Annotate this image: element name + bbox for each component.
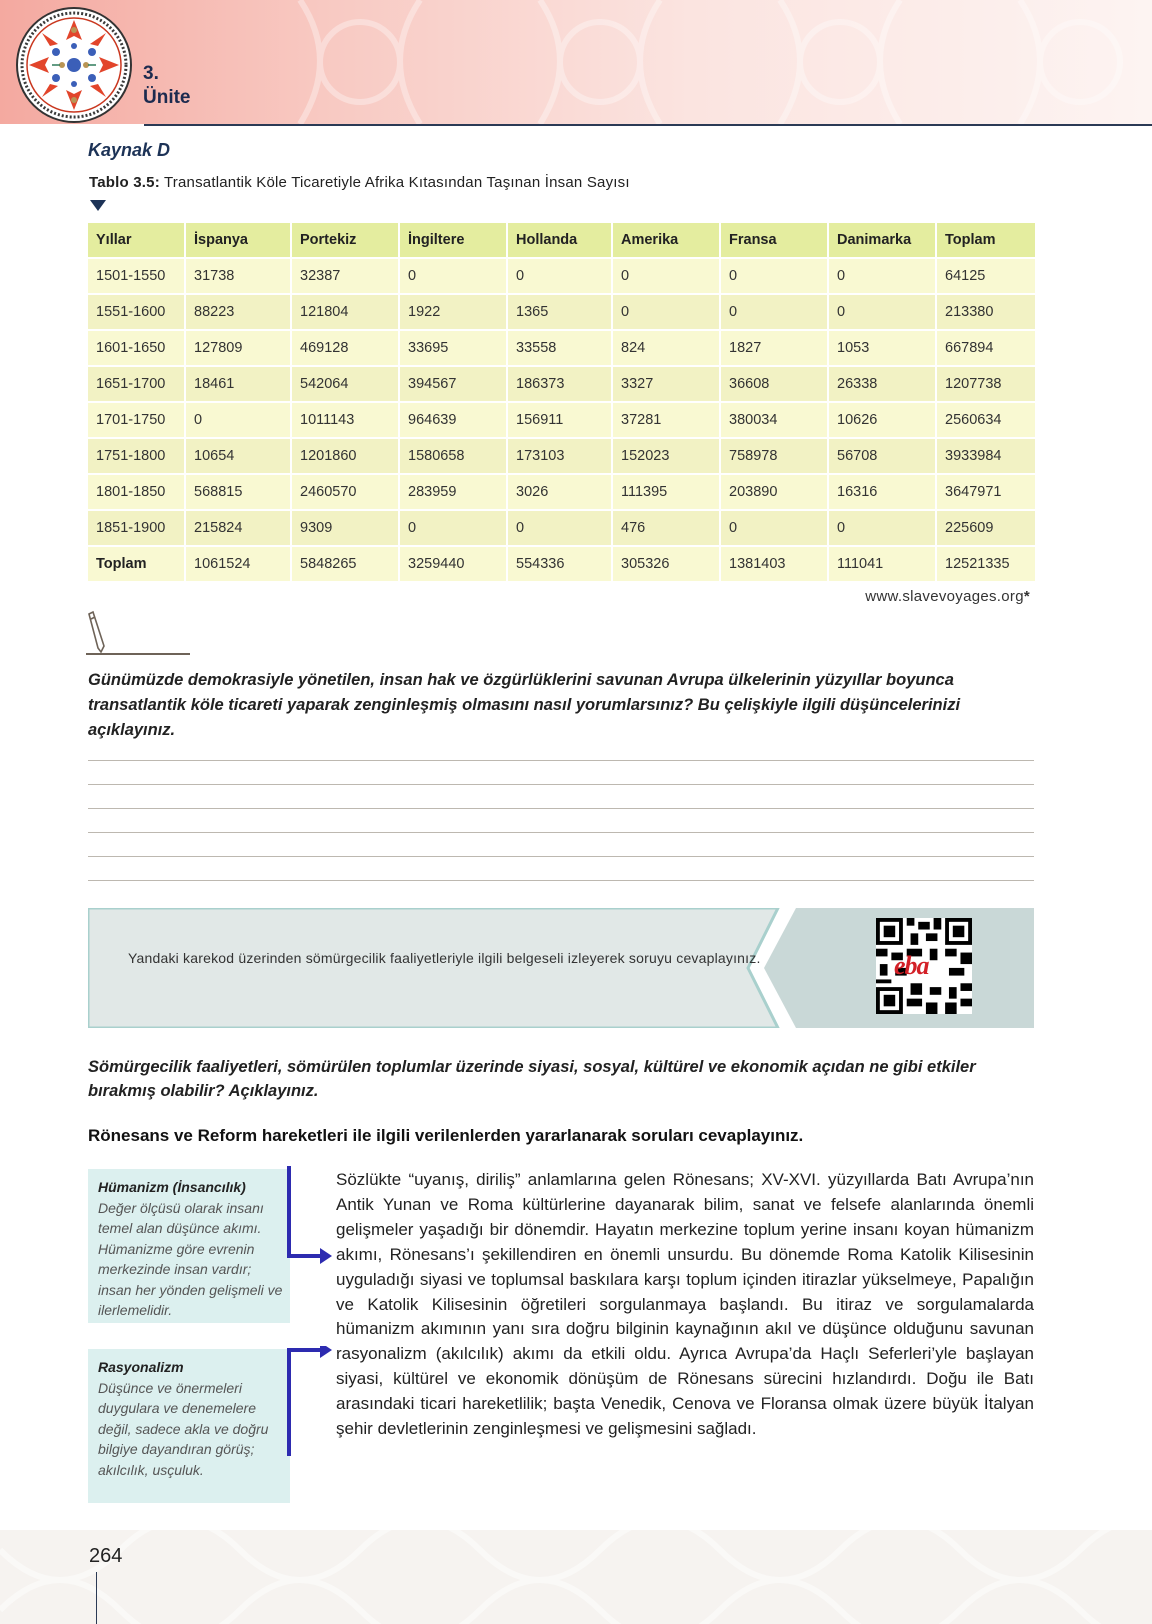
- table-cell: 0: [720, 258, 828, 294]
- table-cell: 12521335: [936, 546, 1035, 581]
- table-total-row: [88, 546, 1035, 581]
- row-period: 1851-1900: [88, 510, 185, 546]
- table-row: [88, 258, 1035, 294]
- table-cell: 0: [828, 258, 936, 294]
- source-title: Kaynak D: [88, 140, 171, 160]
- table-row: [88, 402, 1035, 438]
- table-cell: 542064: [291, 366, 399, 402]
- row-period: 1801-1850: [88, 474, 185, 510]
- column-header: Portekiz: [291, 222, 399, 258]
- table-cell: 152023: [612, 438, 720, 474]
- answer-line[interactable]: [88, 808, 1034, 809]
- table-cell: 1201860: [291, 438, 399, 474]
- answer-lines[interactable]: [88, 760, 1034, 904]
- source-footnote-mark: *: [1023, 588, 1030, 605]
- slave-trade-table: [88, 221, 1035, 581]
- table-row: [88, 330, 1035, 366]
- table-cell: 16316: [828, 474, 936, 510]
- table-cell: 758978: [720, 438, 828, 474]
- answer-line[interactable]: [88, 760, 1034, 761]
- caption-down-triangle-icon: [90, 200, 106, 211]
- bracket-arrow-icon: [286, 1166, 336, 1266]
- table-cell: 0: [399, 510, 507, 546]
- table-cell: 26338: [828, 366, 936, 402]
- table-cell: 9309: [291, 510, 399, 546]
- column-header: Yıllar: [88, 222, 185, 258]
- table-cell: 1011143: [291, 402, 399, 438]
- definition-rationalism: [88, 1349, 290, 1503]
- row-period: Toplam: [88, 546, 185, 581]
- table-cell: 667894: [936, 330, 1035, 366]
- table-cell: 0: [185, 402, 291, 438]
- eba-logo: eba: [894, 951, 929, 980]
- table-cell: 121804: [291, 294, 399, 330]
- table-cell: 0: [720, 294, 828, 330]
- table-row: [88, 474, 1035, 510]
- table-cell: 0: [828, 510, 936, 546]
- column-header: İspanya: [185, 222, 291, 258]
- definition-humanism: [88, 1169, 290, 1323]
- table-cell: 1053: [828, 330, 936, 366]
- page-number-line: [96, 1572, 97, 1624]
- qr-documentary-box: [88, 908, 1034, 1028]
- table-cell: 1365: [507, 294, 612, 330]
- table-cell: 64125: [936, 258, 1035, 294]
- table-cell: 1207738: [936, 366, 1035, 402]
- table-cell: 2460570: [291, 474, 399, 510]
- table-cell: 0: [828, 294, 936, 330]
- table-caption: [89, 174, 630, 191]
- table-cell: 0: [507, 510, 612, 546]
- answer-line[interactable]: [88, 832, 1034, 833]
- column-header: Fransa: [720, 222, 828, 258]
- table-cell: 0: [399, 258, 507, 294]
- section-instruction: Rönesans ve Reform hareketleri ile ilgili verilenlerden yararlanarak soruları cevaplayınız.: [88, 1126, 804, 1145]
- table-cell: 203890: [720, 474, 828, 510]
- definition-text: Düşünce ve önermeleri duygulara ve denemelere değil, sadece akla ve doğru bilgiye dayandıran görüş; akılcılık, usçuluk.: [98, 1379, 269, 1478]
- table-source: [865, 588, 1030, 605]
- source-url: www.slavevoyages.org: [865, 588, 1024, 605]
- page-number: 264: [89, 1545, 123, 1567]
- row-period: 1701-1750: [88, 402, 185, 438]
- table-cell: 37281: [612, 402, 720, 438]
- table-cell: 32387: [291, 258, 399, 294]
- bracket-arrow-icon: [286, 1346, 336, 1456]
- definition-term: Hümanizm (İnsancılık): [98, 1179, 246, 1195]
- row-period: 1651-1700: [88, 366, 185, 402]
- table-cell: 3259440: [399, 546, 507, 581]
- answer-line[interactable]: [88, 856, 1034, 857]
- table-cell: 3933984: [936, 438, 1035, 474]
- answer-line[interactable]: [88, 880, 1034, 881]
- table-cell: 0: [612, 258, 720, 294]
- table-cell: 380034: [720, 402, 828, 438]
- table-cell: 213380: [936, 294, 1035, 330]
- table-cell: 0: [720, 510, 828, 546]
- table-cell: 2560634: [936, 402, 1035, 438]
- row-period: 1551-1600: [88, 294, 185, 330]
- table-row: [88, 438, 1035, 474]
- table-cell: 283959: [399, 474, 507, 510]
- row-period: 1501-1550: [88, 258, 185, 294]
- table-cell: 33695: [399, 330, 507, 366]
- renaissance-paragraph: Sözlükte “uyanış, diriliş” anlamlarına gelen Rönesans; XV-XVI. yüzyıllarda Batı Avrupa’nın Antik Yunan ve Roma kültürlerine dayanarak bilim, sanat ve felsefe alanlarında önemli gelişmeler yaşadığı bir dönemdir. Hayatın merkezine toplum yerine insanı koyan hümanizm akımı, Rönesans’ı şekillendiren en önemli unsurdu. Bu dönemde Roma Katolik Kilisesinin uyguladığı siyasi ve toplumsal baskılara karşı toplum içinden itirazlar yükselmeye, Papalığın ve Katolik Kilisesinin öğretileri sorgulanmaya başlandı. Bu itiraz ve sorgulamalarda hümanizm akımının yanı sıra doğru bilginin kaynağının akıl ve düşünce olduğunu savunan rasyonalizm (akılcılık) akımı da etkili oldu. Ayrıca Avrupa’da Haçlı Seferleri’yle başlayan siyasi, kültürel ve ekonomik dönüşüm de Rönesans sürecini hızlandırdı. Doğu ile Batı arasındaki ticari hareketlilik; başta Venedik, Cenova ve Floransa olmak üzere büyük İtalyan şehir devletlerinin zenginleşmesi ve gelişmesini sağladı.: [336, 1170, 1034, 1439]
- table-row: [88, 366, 1035, 402]
- table-caption-text: Transatlantik Köle Ticaretiyle Afrika Kıtasından Taşınan İnsan Sayısı: [159, 174, 630, 191]
- table-cell: 111041: [828, 546, 936, 581]
- table-cell: 394567: [399, 366, 507, 402]
- table-header-row: [88, 222, 1035, 258]
- table-cell: 1580658: [399, 438, 507, 474]
- table-cell: 1061524: [185, 546, 291, 581]
- table-cell: 824: [612, 330, 720, 366]
- table-cell: 18461: [185, 366, 291, 402]
- column-header: İngiltere: [399, 222, 507, 258]
- table-cell: 5848265: [291, 546, 399, 581]
- table-cell: 964639: [399, 402, 507, 438]
- table-caption-label: Tablo 3.5:: [89, 174, 160, 191]
- table-cell: 568815: [185, 474, 291, 510]
- column-header: Amerika: [612, 222, 720, 258]
- table-cell: 215824: [185, 510, 291, 546]
- geometric-pattern-decoration: [0, 1530, 1152, 1624]
- unit-number: 3.: [143, 63, 159, 84]
- table-cell: 36608: [720, 366, 828, 402]
- definition-term: Rasyonalizm: [98, 1359, 184, 1375]
- answer-line[interactable]: [88, 784, 1034, 785]
- table-cell: 3026: [507, 474, 612, 510]
- column-header: Danimarka: [828, 222, 936, 258]
- table-cell: 3327: [612, 366, 720, 402]
- table-cell: 3647971: [936, 474, 1035, 510]
- table-cell: 1827: [720, 330, 828, 366]
- table-cell: 127809: [185, 330, 291, 366]
- table-cell: 173103: [507, 438, 612, 474]
- table-row: [88, 294, 1035, 330]
- table-cell: 33558: [507, 330, 612, 366]
- table-row: [88, 510, 1035, 546]
- qr-instruction-text: Yandaki karekod üzerinden sömürgecilik faaliyetleriyle ilgili belgeseli izleyerek soruyu cevaplayınız.: [128, 950, 761, 966]
- row-period: 1751-1800: [88, 438, 185, 474]
- table-cell: 111395: [612, 474, 720, 510]
- table-cell: 0: [612, 294, 720, 330]
- question-colonial-contradiction: Günümüzde demokrasiyle yönetilen, insan hak ve özgürlüklerini savunan Avrupa ülkelerinin yüzyıllar boyunca transatlantik köle ticareti yaparak zenginleşmiş olmasını nasıl yorumlarsınız? Bu çelişkiyle ilgili düşüncelerinizi açıklayınız.: [88, 671, 961, 739]
- table-cell: 0: [507, 258, 612, 294]
- table-cell: 156911: [507, 402, 612, 438]
- table-cell: 554336: [507, 546, 612, 581]
- table-cell: 10626: [828, 402, 936, 438]
- table-cell: 186373: [507, 366, 612, 402]
- table-cell: 10654: [185, 438, 291, 474]
- row-period: 1601-1650: [88, 330, 185, 366]
- table-cell: 31738: [185, 258, 291, 294]
- table-cell: 1381403: [720, 546, 828, 581]
- table-cell: 305326: [612, 546, 720, 581]
- ceramic-medallion-icon: [12, 6, 136, 124]
- table-cell: 469128: [291, 330, 399, 366]
- pencil-write-icon: [86, 610, 190, 656]
- column-header: Toplam: [936, 222, 1035, 258]
- table-cell: 56708: [828, 438, 936, 474]
- column-header: Hollanda: [507, 222, 612, 258]
- definition-text: Değer ölçüsü olarak insanı temel alan düşünce akımı. Hümanizme göre evrenin merkezinde insan vardır; insan her yönden gelişmeli ve ilerlemelidir.: [98, 1199, 283, 1318]
- table-cell: 225609: [936, 510, 1035, 546]
- unit-label: Ünite: [143, 87, 191, 108]
- table-cell: 1922: [399, 294, 507, 330]
- table-cell: 88223: [185, 294, 291, 330]
- header-divider: [144, 124, 1152, 126]
- question-colonial-effects: Sömürgecilik faaliyetleri, sömürülen toplumlar üzerinde siyasi, sosyal, kültürel ve ekonomik açıdan ne gibi etkiler bırakmış olabilir? Açıklayınız.: [88, 1058, 976, 1100]
- table-cell: 476: [612, 510, 720, 546]
